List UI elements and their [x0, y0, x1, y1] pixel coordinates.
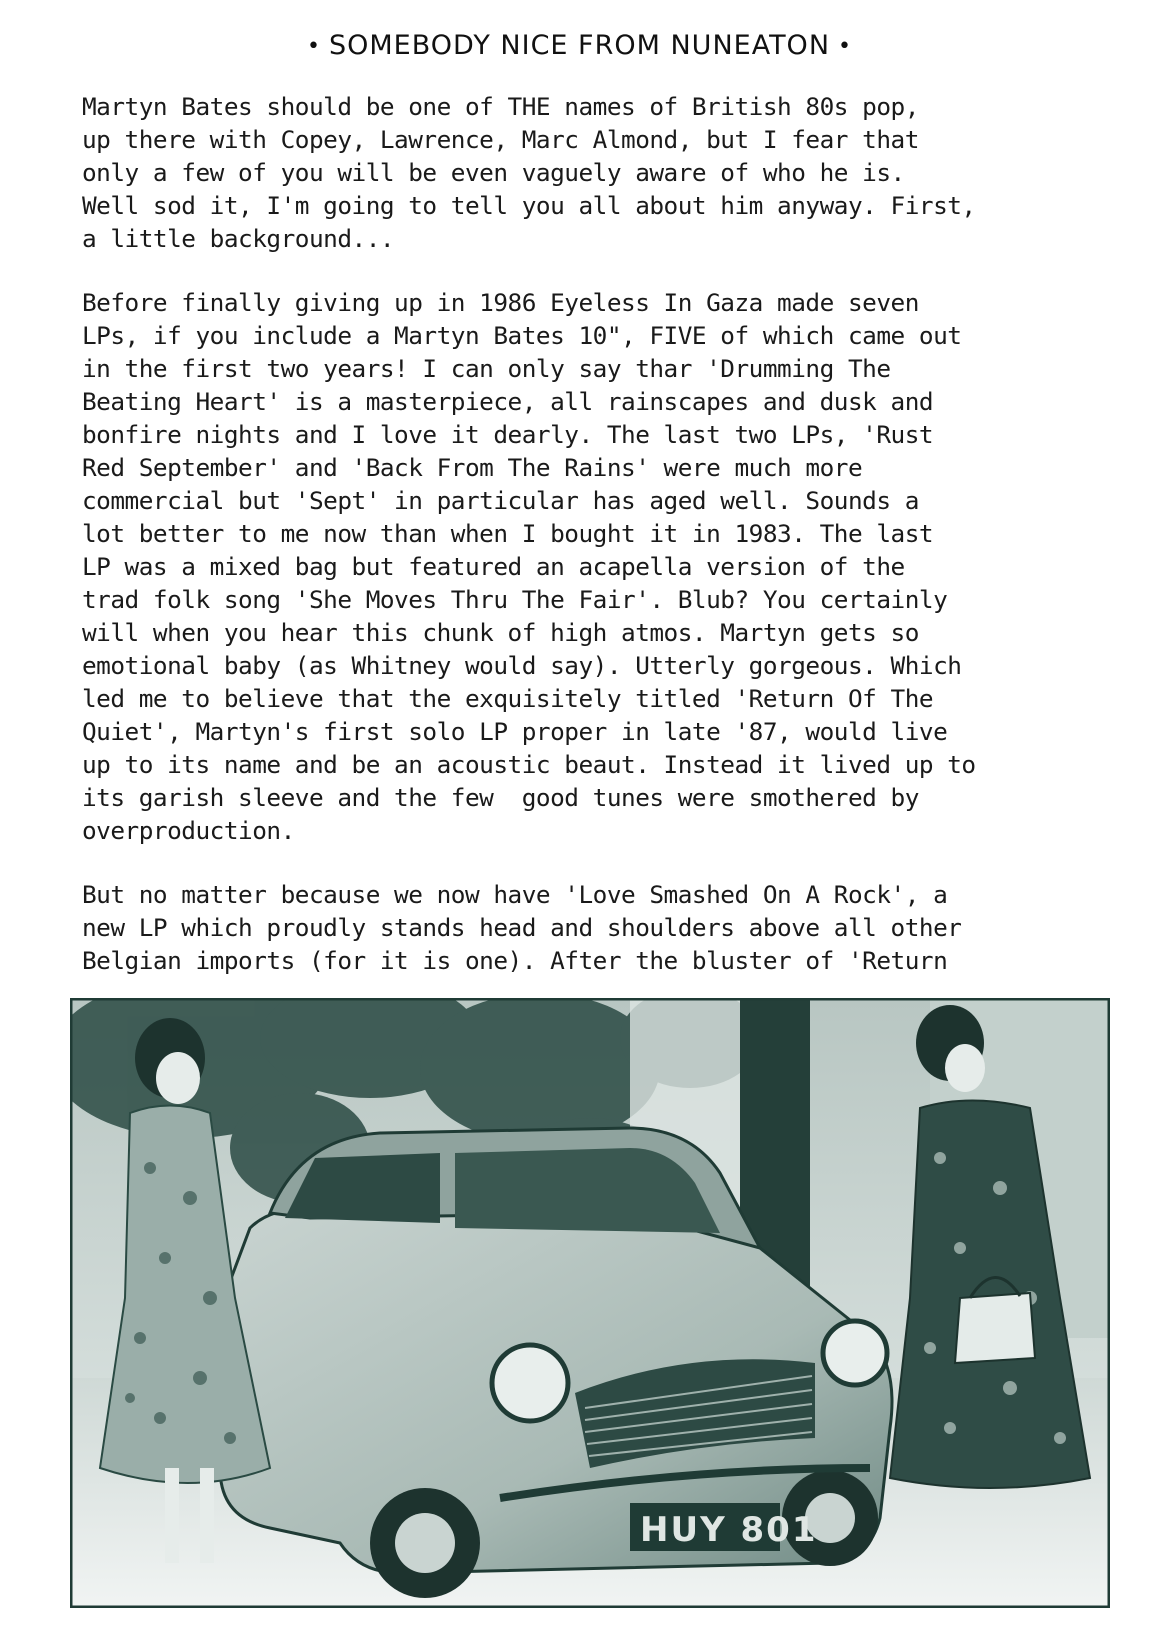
text-line: Belgian imports (for it is one). After the bluster of 'Return [82, 946, 948, 975]
text-line: lot better to me now than when I bought it in 1983. The last [82, 519, 934, 548]
car-photo-illustration [70, 998, 1110, 1608]
text-line: Before finally giving up in 1986 Eyeless In Gaza made seven [82, 288, 919, 317]
paragraph-1 [82, 90, 1132, 255]
text-line: Beating Heart' is a masterpiece, all rainscapes and dusk and [82, 387, 934, 416]
text-line: LP was a mixed bag but featured an acapella version of the [82, 552, 905, 581]
text-line: overproduction. [82, 816, 295, 845]
text-line: up there with Copey, Lawrence, Marc Almond, but I fear that [82, 125, 919, 154]
text-line: emotional baby (as Whitney would say). Utterly gorgeous. Which [82, 651, 962, 680]
text-line: led me to believe that the exquisitely titled 'Return Of The [82, 684, 934, 713]
text-line: commercial but 'Sept' in particular has aged well. Sounds a [82, 486, 919, 515]
number-plate-text: HUY 801 [640, 1510, 818, 1550]
text-line: Red September' and 'Back From The Rains' were much more [82, 453, 863, 482]
text-line: new LP which proudly stands head and shoulders above all other [82, 913, 962, 942]
text-line: will when you hear this chunk of high atmos. Martyn gets so [82, 618, 919, 647]
text-line: Well sod it, I'm going to tell you all about him anyway. First, [82, 191, 976, 220]
car-photo [70, 998, 1110, 1608]
article-body [82, 90, 1132, 1008]
text-line: a little background... [82, 224, 395, 253]
text-line: LPs, if you include a Martyn Bates 10", FIVE of which came out [82, 321, 962, 350]
paragraph-2 [82, 286, 1132, 847]
heading-bullet-right: • [838, 34, 852, 59]
text-line: in the first two years! I can only say thar 'Drumming The [82, 354, 891, 383]
paragraph-3 [82, 878, 1132, 977]
heading-bullet-left: • [306, 34, 321, 59]
text-line: Martyn Bates should be one of THE names of British 80s pop, [82, 92, 919, 121]
text-line: up to its name and be an acoustic beaut. Instead it lived up to [82, 750, 976, 779]
text-line: its garish sleeve and the few good tunes were smothered by [82, 783, 919, 812]
text-line: only a few of you will be even vaguely aware of who he is. [82, 158, 905, 187]
text-line: Quiet', Martyn's first solo LP proper in late '87, would live [82, 717, 948, 746]
text-line: trad folk song 'She Moves Thru The Fair'. Blub? You certainly [82, 585, 948, 614]
text-line: But no matter because we now have 'Love Smashed On A Rock', a [82, 880, 948, 909]
text-line: bonfire nights and I love it dearly. The last two LPs, 'Rust [82, 420, 934, 449]
heading-title: SOMEBODY NICE FROM NUNEATON [328, 30, 831, 61]
article-heading [0, 30, 1159, 61]
